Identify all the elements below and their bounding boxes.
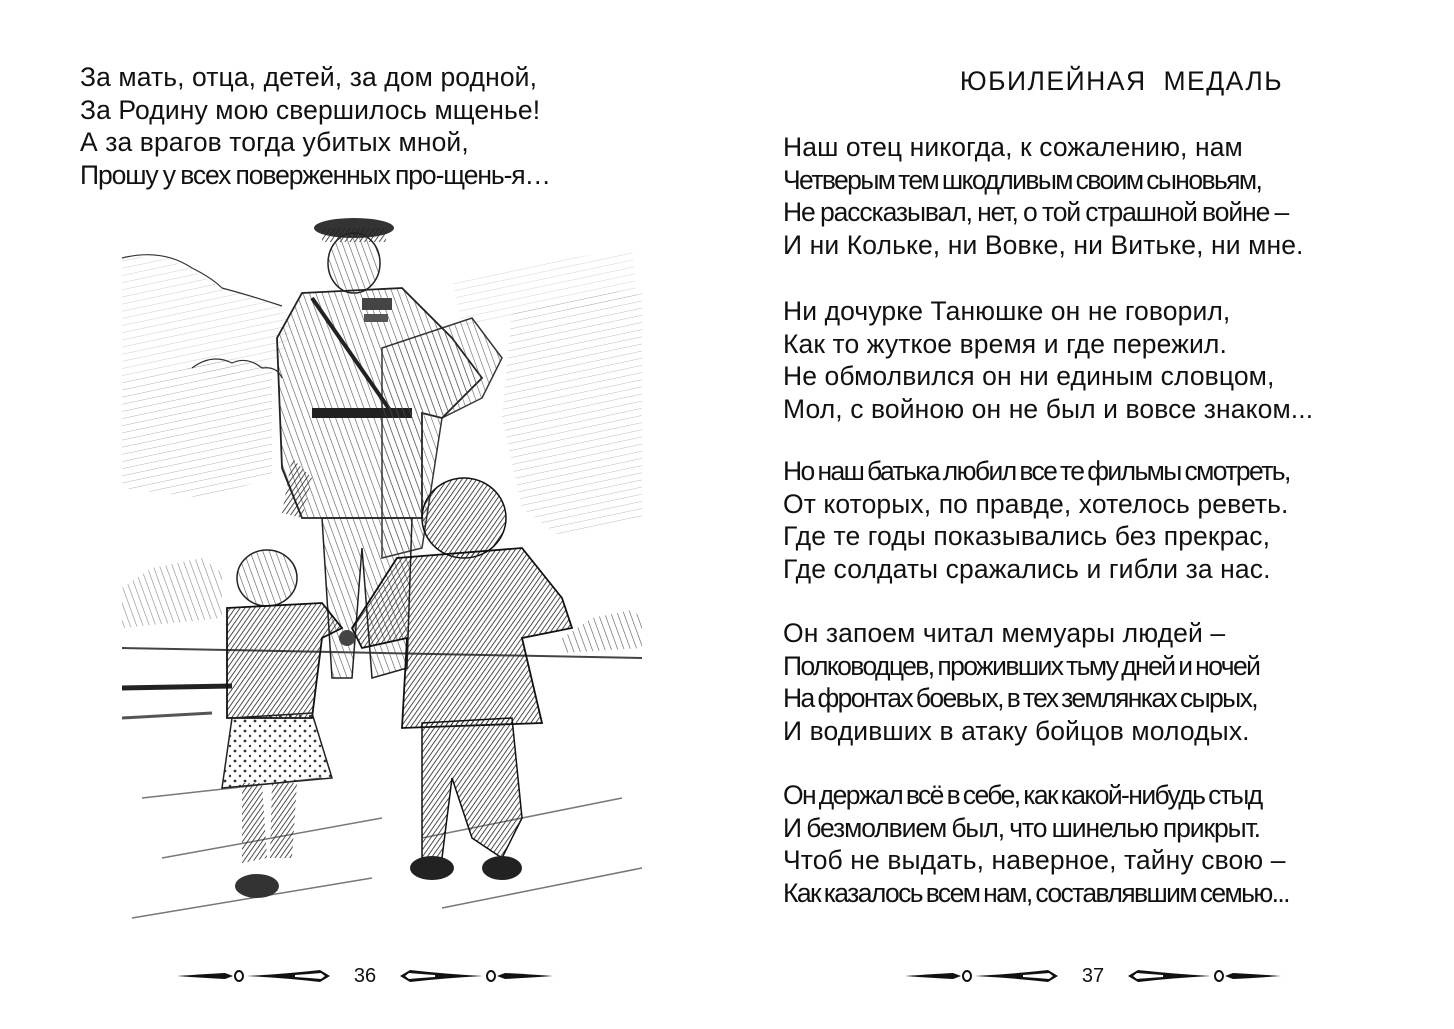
stanza-2 bbox=[783, 295, 1313, 425]
poem-line: За Родину мою свершилось мщенье! bbox=[80, 94, 541, 125]
poem-line: Полководцев, проживших тьму дней и ночей bbox=[783, 650, 1260, 681]
poem-line: Где те годы показывались без прекрас, bbox=[783, 521, 1271, 552]
stanza-5 bbox=[783, 779, 1289, 909]
poem-line: Мол, с войною он не был и вовсе знаком... bbox=[783, 393, 1314, 424]
poem-line: За мать, отца, детей, за дом родной, bbox=[80, 62, 538, 92]
ornament-right-icon bbox=[1125, 966, 1283, 986]
left-stanza bbox=[80, 61, 550, 191]
poem-line: Он держал всё в себе, как какой-нибудь стыд bbox=[783, 780, 1262, 810]
poem-title: ЮБИЛЕЙНАЯ МЕДАЛЬ bbox=[959, 66, 1284, 96]
poem-line: И ни Кольке, ни Вовке, ни Витьке, ни мне. bbox=[783, 229, 1304, 260]
poem-line: Как казалось всем нам, составлявшим семью... bbox=[783, 877, 1289, 908]
poem-line: От которых, по правде, хотелось реветь. bbox=[783, 488, 1289, 519]
poem-line: Не обмолвился он ни единым словцом, bbox=[783, 361, 1275, 392]
right-page-footer bbox=[898, 960, 1288, 992]
page-number: 36 bbox=[353, 964, 377, 987]
stanza-1 bbox=[783, 131, 1304, 261]
poem-line: Чтоб не выдать, наверное, тайну свою – bbox=[783, 845, 1286, 876]
poem-line: Не рассказывал, нет, о той страшной войне – bbox=[783, 197, 1289, 228]
soldier-children-sketch-icon bbox=[122, 218, 650, 946]
poem-line: Как то жуткое время и где пережил. bbox=[783, 328, 1227, 359]
poem-line: И безмолвием был, что шинелью прикрыт. bbox=[783, 812, 1260, 843]
ornament-left-icon bbox=[175, 966, 333, 986]
poem-line: Прошу у всех поверженных про-щень-я… bbox=[80, 159, 550, 190]
poem-line: На фронтах боевых, в тех землянках сырых, bbox=[783, 683, 1258, 714]
right-page bbox=[727, 0, 1454, 1029]
poem-line: Где солдаты сражались и гибли за нас. bbox=[783, 553, 1271, 584]
illustration-image bbox=[122, 218, 650, 946]
stanza-4 bbox=[783, 617, 1259, 747]
poem-line: И водивших в атаку бойцов молодых. bbox=[783, 715, 1250, 746]
ornament-left-icon bbox=[903, 966, 1061, 986]
page-number: 37 bbox=[1081, 964, 1105, 987]
poem-line: Ни дочурке Танюшке он не говорил, bbox=[783, 296, 1231, 326]
poem-line: А за врагов тогда убитых мной, bbox=[80, 127, 469, 158]
poem-line: Наш отец никогда, к сожалению, нам bbox=[783, 132, 1243, 162]
left-page-footer bbox=[170, 960, 560, 992]
poem-line: Он запоем читал мемуары людей – bbox=[783, 618, 1226, 648]
ornament-right-icon bbox=[397, 966, 555, 986]
poem-line: Но наш батька любил все те фильмы смотреть, bbox=[783, 456, 1290, 486]
poem-line: Четверым тем шкодливым своим сыновьям, bbox=[783, 164, 1262, 195]
stanza-3 bbox=[783, 455, 1290, 585]
